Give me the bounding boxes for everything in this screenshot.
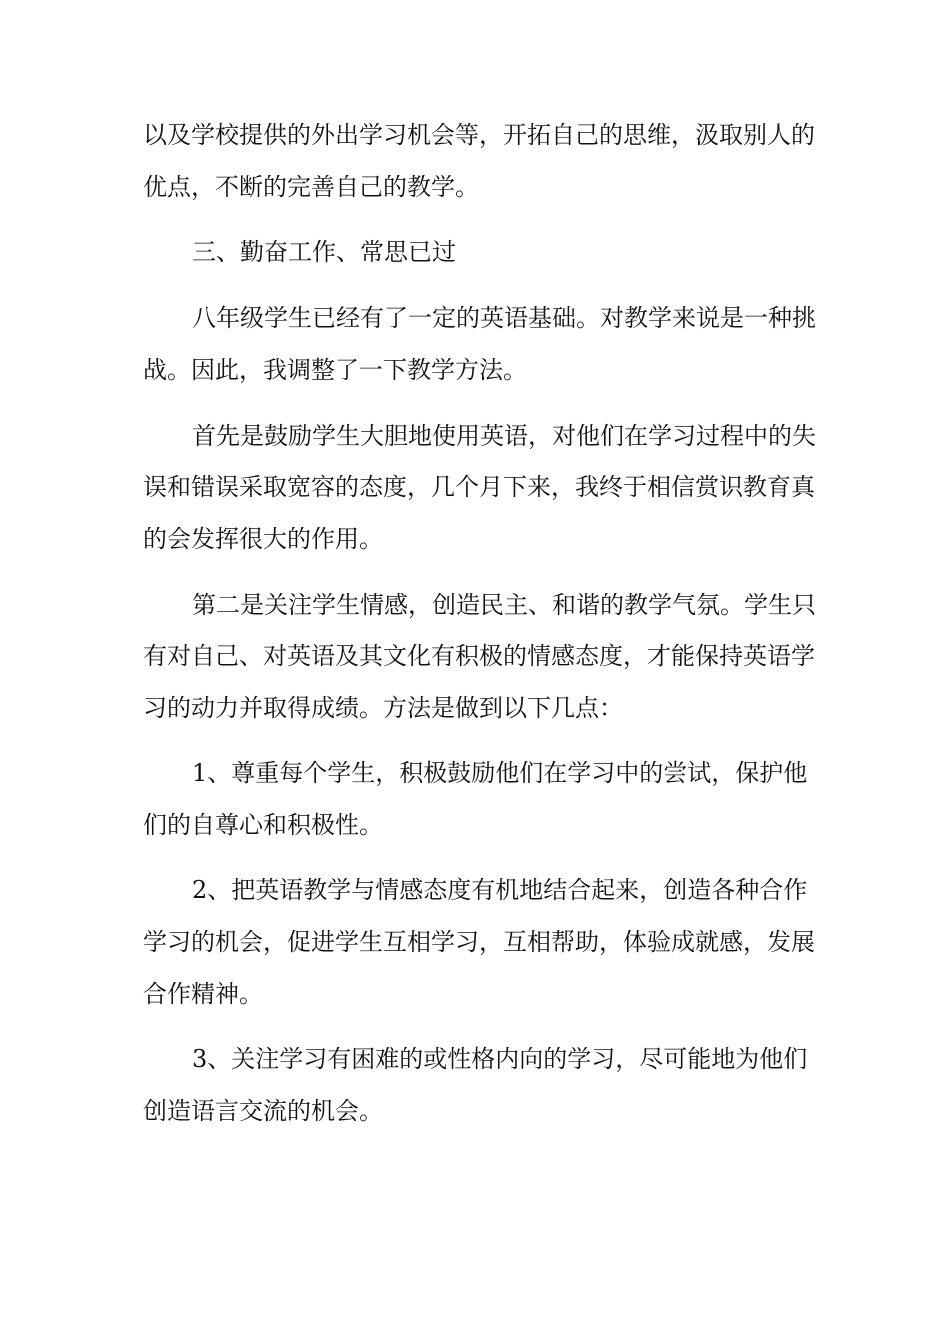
- list-item-line: 3、关注学习有困难的或性格内向的学习，尽可能地为他们: [192, 1045, 808, 1073]
- paragraph-line: 八年级学生已经有了一定的英语基础。对教学来说是一种挑: [192, 304, 816, 332]
- list-item-line: 2、把英语教学与情感态度有机地结合起来，创造各种合作: [192, 876, 808, 904]
- paragraph-line: 首先是鼓励学生大胆地使用英语，对他们在学习过程中的失: [192, 422, 816, 450]
- paragraph-line: 以及学校提供的外出学习机会等，开拓自己的思维，汲取别人的: [143, 121, 815, 149]
- paragraph-line: 第二是关注学生情感，创造民主、和谐的教学气氛。学生只: [192, 591, 816, 619]
- paragraph-line: 优点，不断的完善自己的教学。: [143, 173, 479, 201]
- paragraph-line: 误和错误采取宽容的态度，几个月下来，我终于相信赏识教育真: [143, 473, 815, 501]
- paragraph-line: 习的动力并取得成绩。方法是做到以下几点：: [143, 694, 623, 722]
- section-heading: 三、勤奋工作、常思已过: [192, 238, 456, 266]
- paragraph-line: 战。因此，我调整了一下教学方法。: [143, 356, 527, 384]
- list-item-line: 学习的机会，促进学生互相学习，互相帮助，体验成就感，发展: [143, 928, 815, 956]
- paragraph-line: 有对自己、对英语及其文化有积极的情感态度，才能保持英语学: [143, 642, 815, 670]
- list-item-line: 1、尊重每个学生，积极鼓励他们在学习中的尝试，保护他: [192, 759, 808, 787]
- paragraph-line: 的会发挥很大的作用。: [143, 525, 383, 553]
- list-item-line: 创造语言交流的机会。: [143, 1097, 383, 1125]
- list-item-line: 合作精神。: [143, 980, 263, 1008]
- list-item-line: 们的自尊心和积极性。: [143, 811, 383, 839]
